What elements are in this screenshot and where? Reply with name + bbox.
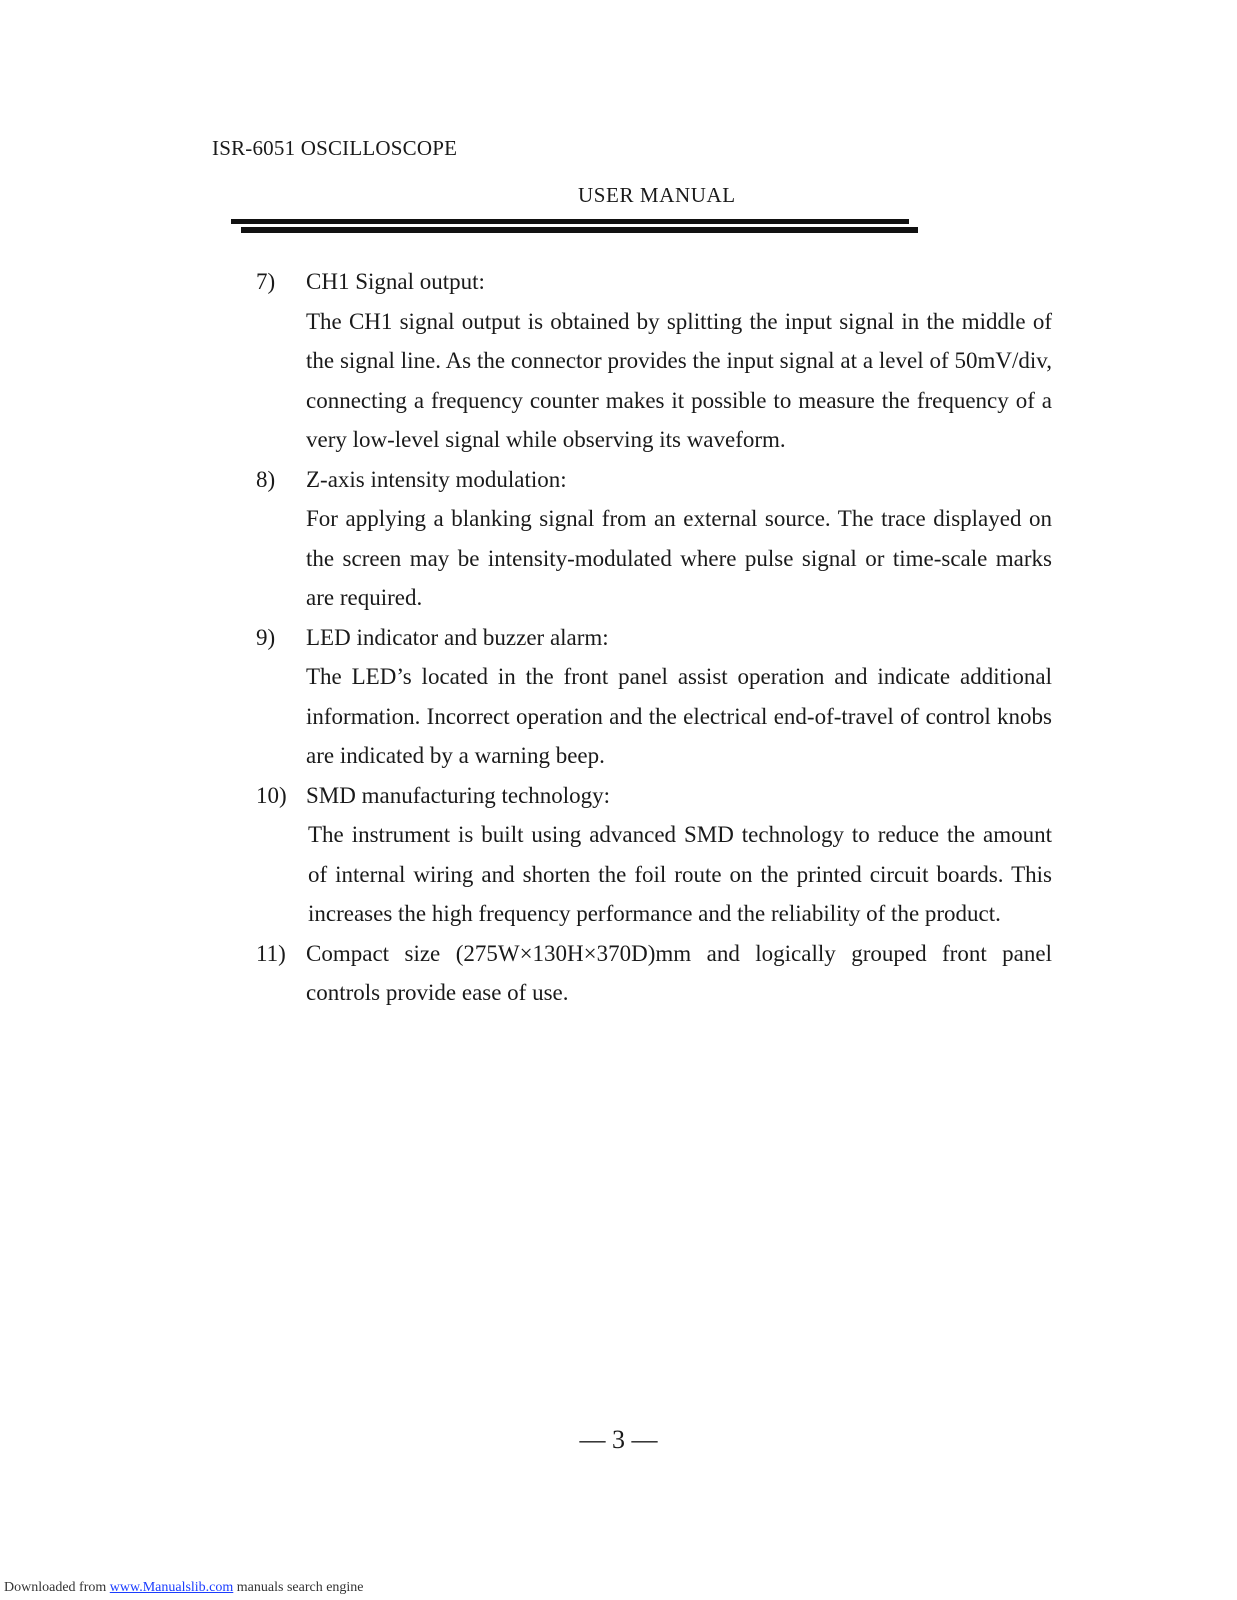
feature-list <box>256 262 1052 1013</box>
item-body <box>306 262 1052 460</box>
header-product-title: ISR-6051 OSCILLOSCOPE <box>212 136 458 160</box>
list-item-7 <box>256 262 1052 460</box>
footer-prefix: Downloaded from <box>4 1580 110 1595</box>
item-number: 10) <box>256 782 287 808</box>
header-manual-title: USER MANUAL <box>578 183 736 207</box>
item-body <box>306 460 1052 618</box>
item-text: The instrument is built using advanced SMD technology to reduce the amount of internal wiring and shorten the foil route on the printed circuit boards. This increases the high frequency performance and the reliability of the product. <box>308 822 1052 926</box>
item-body <box>306 776 1052 934</box>
item-text: For applying a blanking signal from an external source. The trace displayed on the screen may be intensity-modulated where pulse signal or time-scale marks are required. <box>306 506 1052 610</box>
item-text: Compact size (275W×130H×370D)mm and logically grouped front panel controls provide ease of use. <box>306 940 1052 1005</box>
page-number: — 3 — <box>579 1425 658 1454</box>
list-item-11 <box>256 934 1052 1013</box>
item-number: 8) <box>256 466 276 492</box>
item-title: SMD manufacturing technology: <box>306 782 611 808</box>
item-body <box>306 934 1052 1013</box>
list-item-8 <box>256 460 1052 618</box>
item-title: LED indicator and buzzer alarm: <box>306 624 609 650</box>
download-footer <box>4 1580 364 1596</box>
item-number: 9) <box>256 624 276 650</box>
item-number: 11) <box>256 940 286 966</box>
manualslib-link[interactable]: www.Manualslib.com <box>109 1580 234 1595</box>
list-item-9 <box>256 618 1052 776</box>
item-body <box>306 618 1052 776</box>
item-number: 7) <box>256 269 276 294</box>
list-item-10 <box>256 776 1052 934</box>
header-rule-bottom <box>241 227 918 233</box>
item-title: CH1 Signal output: <box>306 269 485 294</box>
item-title: Z-axis intensity modulation: <box>306 466 567 492</box>
item-text: The LED’s located in the front panel assist operation and indicate additional information. Incorrect operation and the electrical end-of-travel of control knobs are indicated by a warning beep. <box>306 664 1052 768</box>
footer-suffix: manuals search engine <box>233 1580 364 1595</box>
header-rule-top <box>231 219 909 224</box>
item-text: The CH1 signal output is obtained by splitting the input signal in the middle of the signal line. As the connector provides the input signal at a level of 50mV/div, connecting a frequency counter makes it possible to measure the frequency of a very low-level signal while observing its waveform. <box>306 308 1052 452</box>
